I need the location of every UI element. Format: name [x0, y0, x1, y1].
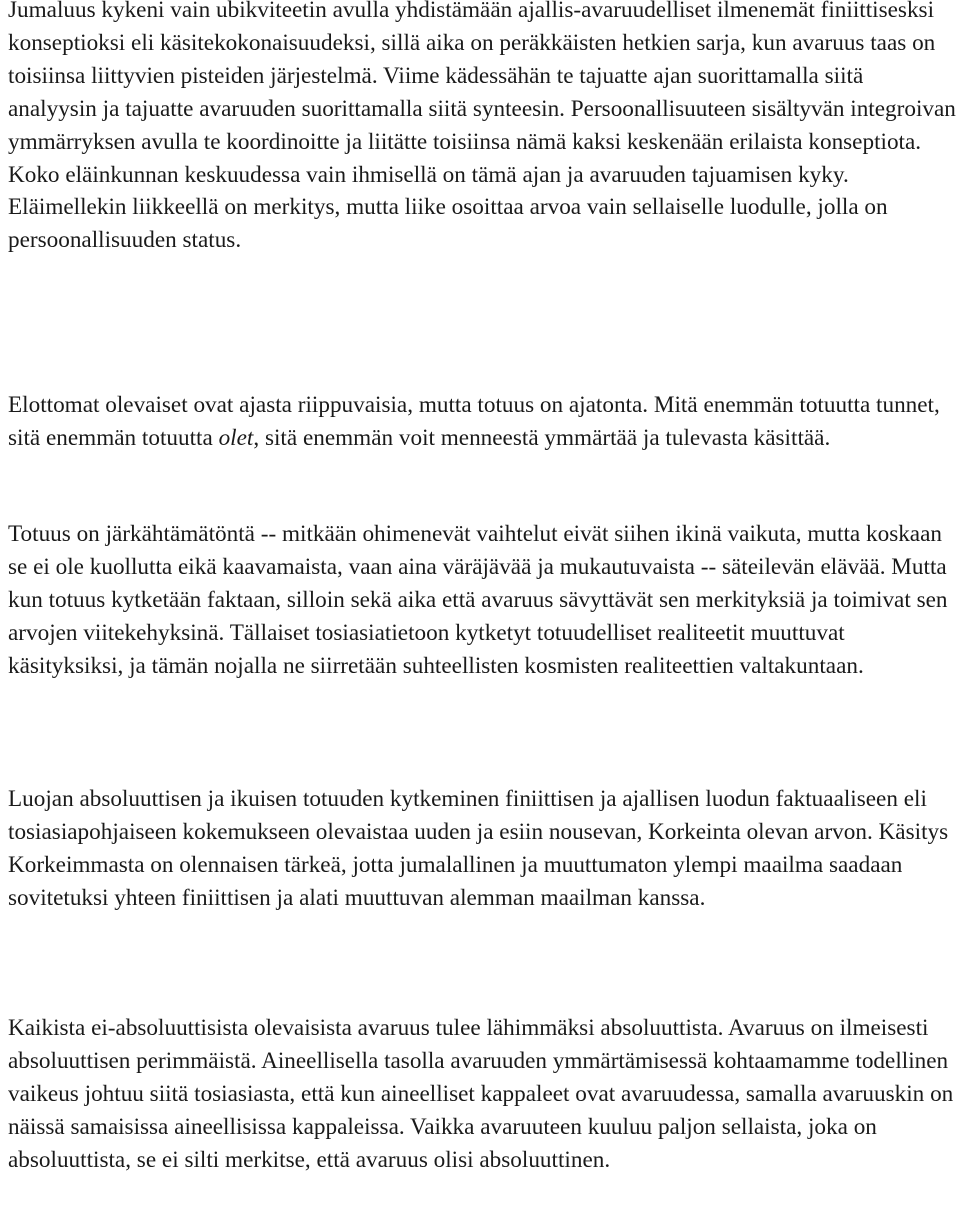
paragraph-2-after: , sitä enemmän voit menneestä ymmärtää ja tulevasta käsittää. [253, 424, 831, 451]
paragraph-2-before: Elottomat olevaiset ovat ajasta riippuvaisia, mutta totuus on ajatonta. Mitä enemmän totuutta tunnet, sitä enemmän totuutta [8, 392, 940, 451]
paragraph-1: Jumaluus kykeni vain ubikviteetin avulla yhdistämään ajallis-avaruudelliset ilmenemät finiittisesksi konseptioksi eli käsitekokonaisuudeksi, sillä aika on peräkkäisten hetkien sarja, kun avaruus taas on toisiinsa liittyvien pisteiden järjestelmä. Viime kädessähän te tajuatte ajan suorittamalla siitä analyysin ja tajuatte avaruuden suorittamalla siitä synteesin. Persoonallisuuteen sisältyvän integroivan ymmärryksen avulla te koordinoitte ja liitätte toisiinsa nämä kaksi keskenään erilaista konseptiota. Koko eläinkunnan keskuudessa vain ihmisellä on tämä ajan ja avaruuden tajuamisen kyky. Eläimellekin liikkeellä on merkitys, mutta liike osoittaa arvoa vain sellaiselle luodulle, jolla on persoonallisuuden status. [8, 0, 956, 254]
paragraph-2 [8, 389, 956, 455]
paragraph-5: Kaikista ei-absoluuttisista olevaisista avaruus tulee lähimmäksi absoluuttista. Avaruus on ilmeisesti absoluuttisen perimmäistä. Aineellisella tasolla avaruuden ymmärtämisessä kohtaamamme todellinen vaikeus johtuu siitä tosiasiasta, että kun aineelliset kappaleet ovat avaruudessa, samalla avaruuskin on näissä samaisissa aineellisissa kappaleissa. Vaikka avaruuteen kuuluu paljon sellaista, joka on absoluuttista, se ei silti merkitse, että avaruus olisi absoluuttinen. [8, 1015, 954, 1173]
paragraph-4: Luojan absoluuttisen ja ikuisen totuuden kytkeminen finiittisen ja ajallisen luodun faktuaaliseen eli tosiasiapohjaiseen kokemukseen olevaistaa uuden ja esiin nousevan, Korkeinta olevan arvon. Käsitys Korkeimmasta on olennaisen tärkeä, jotta jumalallinen ja muuttumaton ylempi maailma saadaan sovitetuksi yhteen finiittisen ja alati muuttuvan alemman maailman kanssa. [8, 786, 949, 911]
paragraph-2-emphasis: olet [218, 424, 254, 451]
paragraph-3: Totuus on järkähtämätöntä -- mitkään ohimenevät vaihtelut eivät siihen ikinä vaikuta, mutta koskaan se ei ole kuollutta eikä kaavamaista, vaan aina väräjävää ja mukautuvaista -- säteilevän elävää. Mutta kun totuus kytketään faktaan, silloin sekä aika että avaruus sävyttävät sen merkityksiä ja toimivat sen arvojen viitekehyksinä. Tällaiset tosiasiatietoon kytketyt totuudelliset realiteetit muuttuvat käsityksiksi, ja tämän nojalla ne siirretään suhteellisten kosmisten realiteettien valtakuntaan. [8, 521, 948, 679]
